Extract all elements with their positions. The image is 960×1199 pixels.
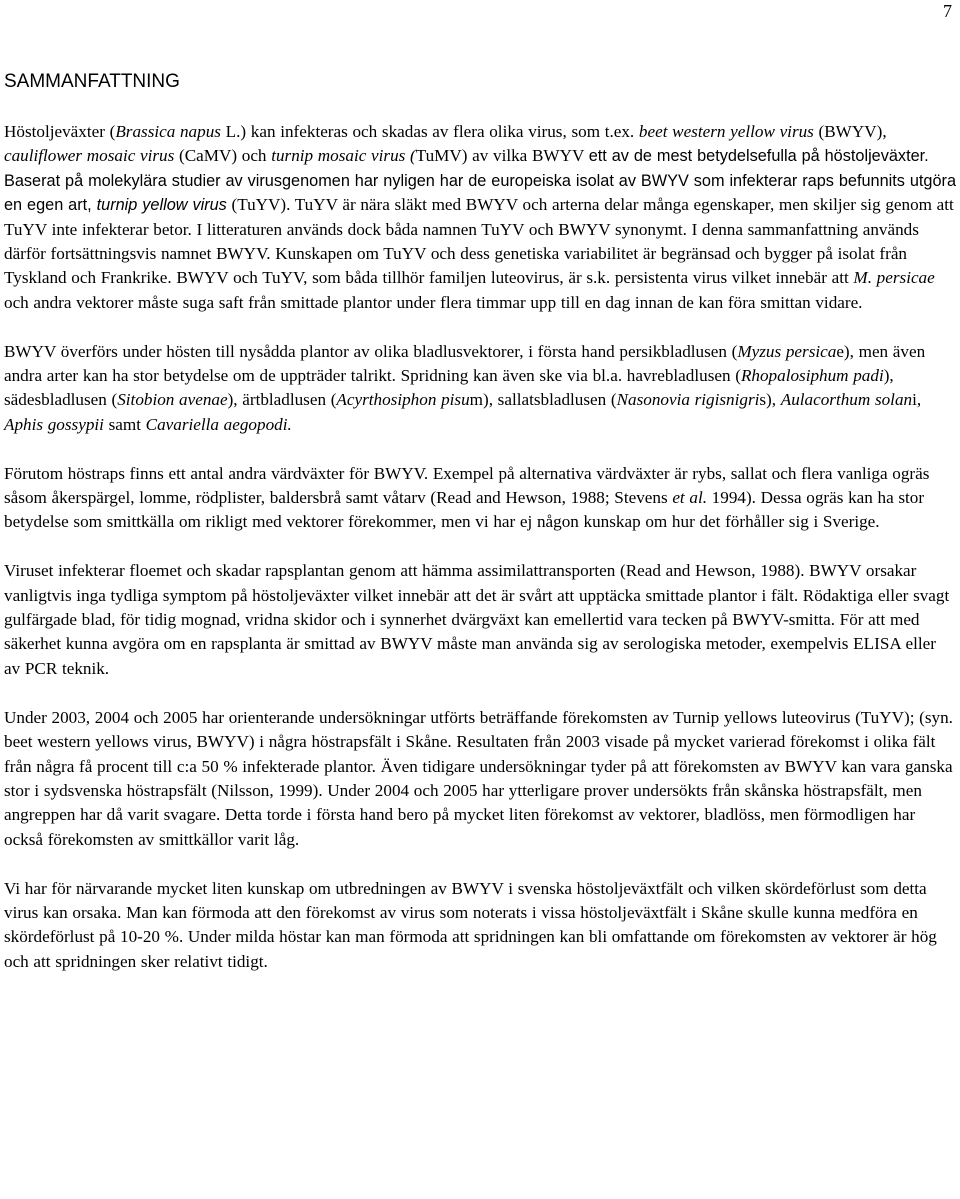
paragraph-2: BWYV överförs under hösten till nysådda plantor av olika bladlusvektorer, i första hand persikbladlusen (Myzus persicae), men även andra arter kan ha stor betydelse om de uppträder talrikt. Spridning kan även ske via bl.a. havrebladlusen (Rhopalosiphum padi), sädesbladlusen (Sitobion avenae), ärtbladlusen (Acyrthosiphon pisum), sallatsbladlusen (Nasonovia rigisnigris), Aulacorthum solani, Aphis gossypii samt Cavariella aegopodi. bbox=[4, 341, 926, 434]
paragraph-1: Höstoljeväxter (Brassica napus L.) kan infekteras och skadas av flera olika virus, som t.ex. beet western yellow virus (BWYV), cauliflower mosaic virus (CaMV) och turnip mosaic virus (TuMV) av vilka BWYV ett av de mest betydelsefulla på höstoljeväxter. Baserat på molekylära studier av virusgenomen har nyligen har de europeiska isolat av BWYV som infekterar raps befunnits utgöra en egen art, turnip yellow virus (TuYV). TuYV är nära släkt med BWYV och arterna delar många egenskaper, men skiljer sig genom att TuYV inte infekterar betor. I litteraturen används dock båda namnen TuYV och BWYV synonymt. I denna sammanfattning används därför fortsättningsvis namnet BWYV. Kunskapen om TuYV och dess genetiska variabilitet är begränsad och bygger på isolat från Tyskland och Frankrike. BWYV och TuYV, som båda tillhör familjen luteovirus, är s.k. persistenta virus vilket innebär att M. persicae och andra vektorer måste suga saft från smittade plantor under flera timmar upp till en dag innan de kan föra smittan vidare. bbox=[4, 122, 956, 312]
paragraph-5: Under 2003, 2004 och 2005 har orienterande undersökningar utförts beträffande förekomsten av Turnip yellows luteovirus (TuYV); (syn. beet western yellows virus, BWYV) i några höstrapsfält i Skåne. Resultaten från 2003 visade på mycket varierad förekomst i olika fält från några få procent till c:a 50 % infekterade plantor. Även tidigare undersökningar tyder på att förekomsten av BWYV kan vara ganska stor i sydsvenska höstrapsfält (Nilsson, 1999). Under 2004 och 2005 har ytterligare prover undersökts från skånska höstrapsfält, men angreppen har då varit svagare. Detta torde i första hand bero på mycket liten förekomst av vektorer, bladlöss, men förmodligen har också förekomsten av smittkällor varit låg. bbox=[4, 707, 953, 849]
paragraph-3: Förutom höstraps finns ett antal andra värdväxter för BWYV. Exempel på alternativa värdväxter är rybs, sallat och flera vanliga ogräs såsom åkerspärgel, lomme, rödplister, baldersbrå samt våtarv (Read and Hewson, 1988; Stevens et al. 1994). Dessa ogräs kan ha stor betydelse som smittkälla om rikligt med vektorer förekommer, men vi har ej någon kunskap om hur det förhåller sig i Sverige. bbox=[4, 463, 930, 532]
paragraph-4: Viruset infekterar floemet och skadar rapsplantan genom att hämma assimilattransporten (Read and Hewson, 1988). BWYV orsakar vanligtvis inga tydliga symptom på höstoljeväxter vilket innebär att det är svårt att upptäcka smittade plantor i fält. Rödaktiga eller svagt gulfärgade blad, för tidig mognad, vridna skidor och i synnerhet dvärgväxt kan emellertid vara tecken på BWYV-smitta. För att med säkerhet kunna avgöra om en rapsplanta är smittad av BWYV måste man använda sig av serologiska metoder, exempelvis ELISA eller av PCR teknik. bbox=[4, 561, 950, 678]
paragraph-6: Vi har för närvarande mycket liten kunskap om utbredningen av BWYV i svenska höstoljeväxtfält och vilken skördeförlust som detta virus kan orsaka. Man kan förmoda att den förekomst av virus som noterats i vissa höstoljeväxtfält i Skåne skulle kunna medföra en skördeförlust på 10-20 %. Under milda höstar kan man förmoda att spridningen kan bli omfattande om förekomsten av vektorer är hög och att spridningen sker relativt tidigt. bbox=[4, 878, 937, 971]
page-number: 7 bbox=[943, 1, 952, 21]
section-heading: SAMMANFATTNING bbox=[4, 71, 180, 92]
document-body bbox=[4, 120, 956, 999]
